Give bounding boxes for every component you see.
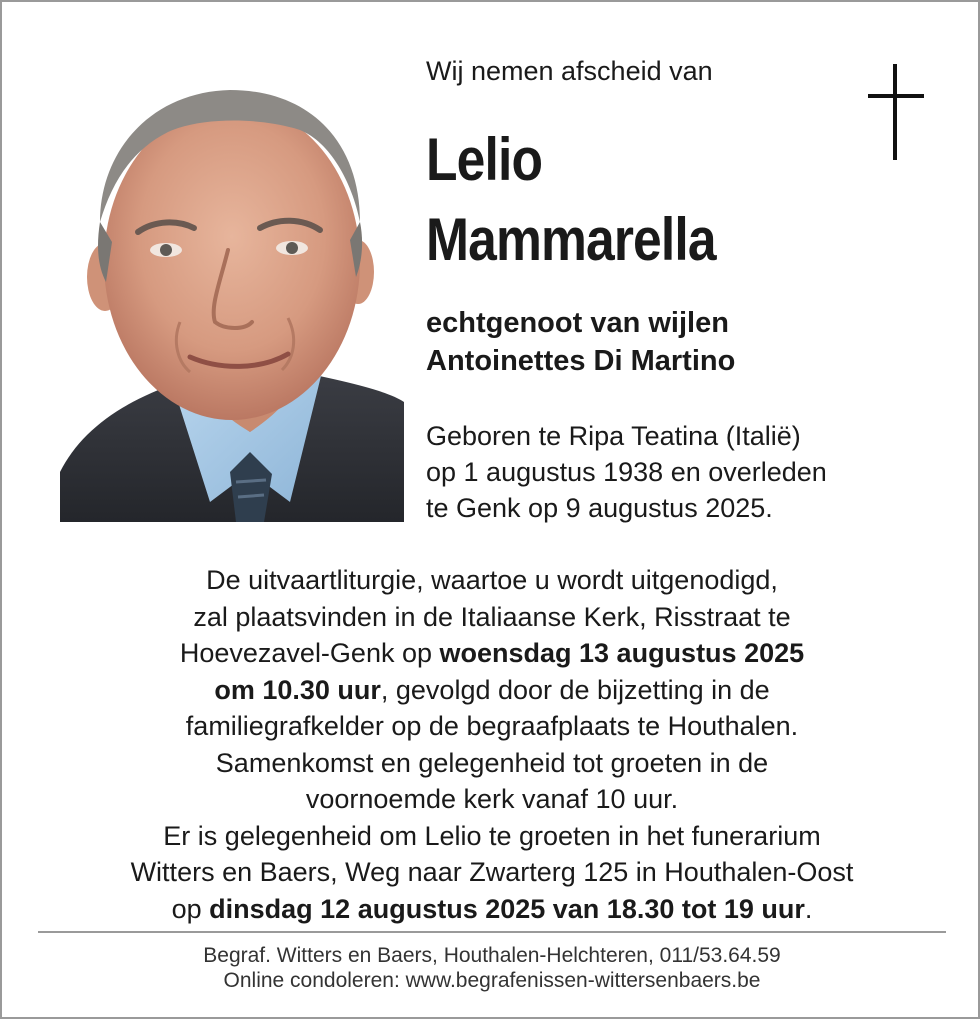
condolence-link[interactable]: Online condoleren: www.begrafenissen-wittersenbaers.be — [223, 969, 761, 992]
funeral-home-line: Begraf. Witters en Baers, Houthalen-Helchteren, 011/53.64.59 — [203, 944, 781, 967]
ceremony-text: op — [171, 893, 210, 924]
ceremony-date: woensdag 13 augustus 2025 — [439, 638, 805, 668]
ceremony-text: , gevolgd door de bijzetting in de — [380, 674, 770, 705]
ceremony-line — [2, 891, 980, 928]
ceremony-line: zal plaatsvinden in de Italiaanse Kerk, Risstraat te — [193, 601, 791, 632]
footer — [2, 943, 980, 993]
ceremony-line: Witters en Baers, Weg naar Zwarterg 125 in Houthalen-Oost — [130, 857, 854, 887]
ceremony-text: Hoevezavel-Genk op — [179, 638, 440, 668]
first-name: Lelio — [426, 126, 543, 193]
ceremony-details — [2, 562, 980, 927]
spouse-line-2: Antoinettes Di Martino — [426, 345, 736, 377]
spouse-line-1: echtgenoot van wijlen — [426, 307, 729, 339]
ceremony-line: familiegrafkelder op de begraafplaats te Houthalen. — [185, 711, 799, 741]
born-line-2: op 1 augustus 1938 en overleden — [426, 457, 827, 487]
ceremony-line: voornoemde kerk vanaf 10 uur. — [305, 784, 679, 814]
viewing-date: dinsdag 12 augustus 2025 van 18.30 tot 19 uur — [209, 893, 805, 924]
cross-icon — [868, 64, 924, 160]
ceremony-line — [2, 672, 980, 709]
born-line-1: Geboren te Ripa Teatina (Italië) — [426, 421, 801, 451]
birth-death-info — [426, 418, 827, 526]
deceased-name — [426, 120, 716, 280]
ceremony-time: om 10.30 uur — [214, 674, 381, 705]
born-line-3: te Genk op 9 augustus 2025. — [426, 493, 773, 523]
intro-text: Wij nemen afscheid van — [426, 56, 713, 86]
ceremony-line — [2, 635, 980, 672]
spouse-info — [426, 304, 735, 380]
portrait-photo — [60, 72, 404, 522]
ceremony-line: Er is gelegenheid om Lelio te groeten in het funerarium — [163, 820, 821, 851]
divider — [38, 931, 946, 933]
ceremony-text: . — [804, 893, 813, 924]
last-name: Mammarella — [426, 206, 716, 273]
ceremony-line: De uitvaartliturgie, waartoe u wordt uitgenodigd, — [206, 565, 778, 595]
ceremony-line: Samenkomst en gelegenheid tot groeten in de — [215, 747, 769, 778]
